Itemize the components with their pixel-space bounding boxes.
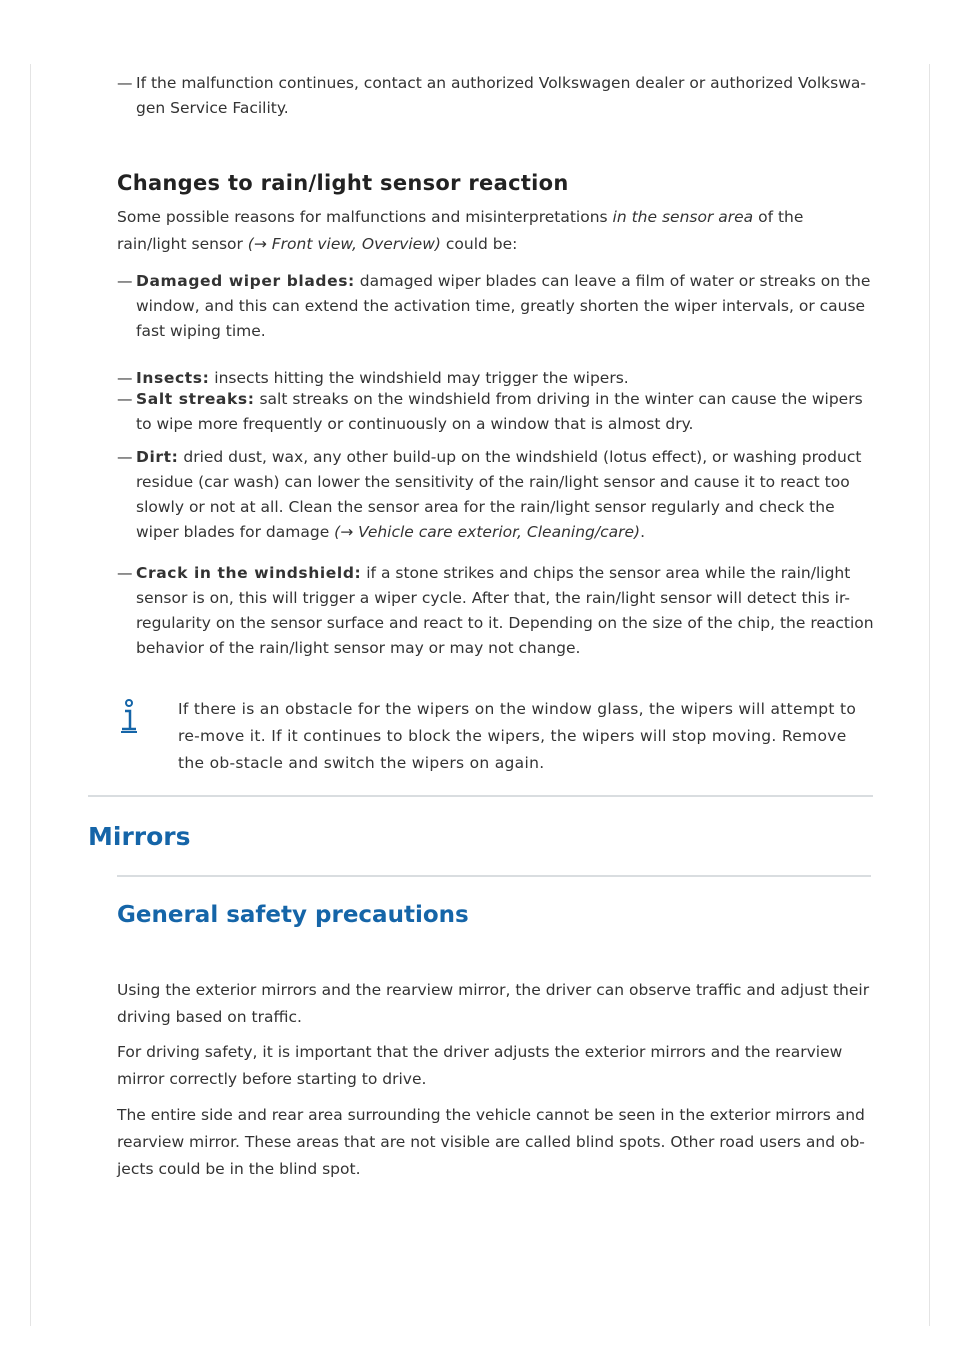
bullet-dash: —	[117, 272, 133, 290]
page-border-left	[30, 64, 31, 1326]
bullet-dash: —	[117, 448, 133, 466]
bullet-text: If the malfunction continues, contact an authorized Volkswagen dealer or authorized Volkswa-gen Service Facility.	[136, 74, 866, 117]
bullet-end: .	[640, 523, 646, 541]
bullet-desc: damaged wiper blades can leave a film of water or streaks on the window, and this can extend the activation time, greatly shorten the wiper intervals, or cause fast wiping time.	[136, 272, 871, 340]
bullet-text	[117, 445, 877, 545]
section-intro	[117, 204, 877, 258]
intro-text-2: of the rain/light sensor	[117, 208, 804, 253]
bullet-text	[117, 269, 877, 344]
subsection-title: General safety precautions	[117, 902, 469, 928]
cross-reference-link[interactable]: (→ Vehicle care exterior, Cleaning/care)	[334, 523, 641, 541]
section-heading: Changes to rain/light sensor reaction	[117, 171, 569, 195]
chapter-title: Mirrors	[88, 822, 191, 851]
list-item	[117, 561, 877, 661]
bullet-term: Dirt:	[136, 448, 179, 466]
bullet-desc: insects hitting the windshield may trigger the wipers.	[209, 369, 629, 387]
bullet-dash: —	[117, 74, 133, 92]
bullet-term: Insects:	[136, 369, 210, 387]
cross-reference-link[interactable]: (→ Front view, Overview)	[247, 235, 441, 253]
bullet-desc: dried dust, wax, any other build-up on the windshield (lotus effect), or washing product residue (car wash) can lower the sensitivity of the rain/light sensor and cause it to react too slowly or not at all. Clean the sensor area for the rain/light sensor regularly and check the wiper blades for damage	[136, 448, 862, 541]
info-icon	[117, 698, 141, 736]
info-note	[117, 696, 877, 777]
bullet-text	[117, 387, 877, 437]
bullet-dash: —	[117, 369, 133, 387]
intro-text: Some possible reasons for malfunctions and misinterpretations	[117, 208, 613, 226]
bullet-term: Salt streaks:	[136, 390, 255, 408]
bullet-term: Damaged wiper blades:	[136, 272, 355, 290]
subsection-divider	[117, 875, 871, 877]
note-text: If there is an obstacle for the wipers on the window glass, the wipers will attempt to re-move it. If it continues to block the wipers, the wipers will stop moving. Remove the ob-stacle and switch the wipers on again.	[178, 700, 857, 772]
bullet-dash: —	[117, 390, 133, 408]
bullet-desc: if a stone strikes and chips the sensor area while the rain/light sensor is on, this will trigger a wiper cycle. After that, the rain/light sensor will detect this ir-regularity on the sensor surface and react to it. Depending on the size of the chip, the reaction behavior of the rain/light sensor may or may not change.	[136, 564, 874, 657]
paragraph: Using the exterior mirrors and the rearview mirror, the driver can observe traffic and adjust their driving based on traffic.	[117, 981, 870, 1026]
bullet-desc: salt streaks on the windshield from driving in the winter can cause the wipers to wipe more frequently or continuously on a window that is almost dry.	[136, 390, 863, 433]
intro-italic: in the sensor area	[612, 208, 754, 226]
section-divider	[88, 795, 873, 797]
paragraph: For driving safety, it is important that the driver adjusts the exterior mirrors and the rearview mirror correctly before starting to drive.	[117, 1043, 843, 1088]
bullet-text	[117, 561, 877, 661]
list-item	[117, 269, 877, 344]
list-item	[117, 445, 877, 545]
intro-text-3: could be:	[440, 235, 518, 253]
bullet-dash: —	[117, 564, 133, 582]
paragraph: The entire side and rear area surrounding the vehicle cannot be seen in the exterior mirrors and rearview mirror. These areas that are not visible are called blind spots. Other road users and ob-jects could be in the blind spot.	[117, 1106, 865, 1178]
intro-bullet	[117, 71, 877, 121]
page-border-right	[929, 64, 930, 1326]
list-item	[117, 387, 877, 437]
bullet-term: Crack in the windshield:	[136, 564, 362, 582]
